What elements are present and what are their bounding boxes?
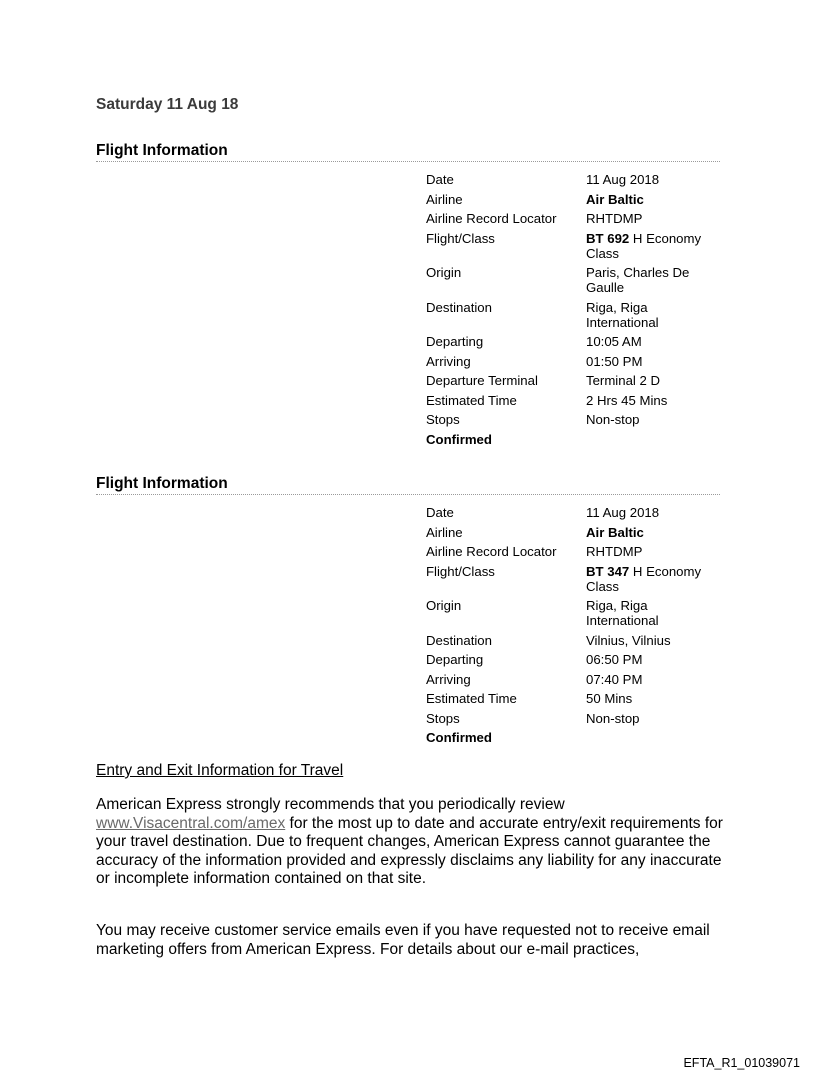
locator-value: RHTDMP [586, 211, 643, 226]
detail-row-departing [426, 334, 720, 349]
flight-class: H Economy Class [586, 563, 702, 594]
stops-value: Non-stop [586, 412, 640, 427]
detail-row-airline [426, 192, 720, 207]
airline-value: Air Baltic [586, 524, 644, 540]
detail-row-terminal [426, 373, 720, 388]
date-value: 11 Aug 2018 [586, 505, 660, 520]
day-heading: Saturday 11 Aug 18 [96, 96, 239, 113]
departing-value: 10:05 AM [586, 334, 642, 349]
paragraph-text-after-link: for the most up to date and accurate entry/exit requirements for your travel destination. Due to frequent changes, American Express cannot guarantee the accuracy of the information provided and expressly disclaims any liability for any inaccurate or incomplete information contained on that site. [96, 814, 723, 887]
visacentral-link[interactable]: www.Visacentral.com/amex [96, 814, 286, 832]
detail-row-locator [426, 211, 720, 226]
flight-section-1 [96, 142, 720, 447]
flight-section-2 [96, 475, 720, 745]
booking-status: Confirmed [426, 730, 492, 745]
flight-class-label: Flight/Class [426, 230, 495, 246]
airline-label: Airline [426, 524, 463, 540]
flight-number: BT 347 [586, 563, 630, 579]
departing-label: Departing [426, 652, 484, 667]
detail-row-date [426, 172, 720, 187]
detail-row-departing [426, 652, 720, 667]
detail-row-estimated [426, 393, 720, 408]
stops-label: Stops [426, 412, 460, 427]
origin-value: Paris, Charles De Gaulle [586, 265, 690, 295]
detail-row-stops [426, 412, 720, 427]
entry-exit-title: Entry and Exit Information for Travel [96, 762, 344, 779]
document-id: EFTA_R1_01039071 [683, 1056, 800, 1070]
flight-class-value [586, 564, 711, 594]
airline-label: Airline [426, 191, 463, 207]
booking-status: Confirmed [426, 431, 492, 447]
detail-row-origin [426, 265, 720, 295]
detail-row-airline [426, 525, 720, 540]
detail-row-destination [426, 300, 720, 330]
date-label: Date [426, 505, 454, 520]
destination-value: Vilnius, Vilnius [586, 632, 671, 648]
flight-class-value [586, 231, 711, 261]
date-value: 11 Aug 2018 [586, 172, 660, 187]
paragraph-text-before-link: American Express strongly recommends that you periodically review [96, 796, 565, 813]
detail-row-flight-class [426, 564, 720, 594]
detail-row-arriving [426, 354, 720, 369]
origin-value: Riga, Riga International [586, 598, 659, 628]
destination-label: Destination [426, 632, 492, 648]
locator-value: RHTDMP [586, 544, 643, 559]
email-practices-paragraph: You may receive customer service emails even if you have requested not to receive email marketing offers from American Express. For details about our e-mail practices, [96, 922, 710, 958]
arriving-label: Arriving [426, 353, 471, 369]
section-title: Flight Information [96, 475, 720, 495]
estimated-value: 2 Hrs 45 Mins [586, 392, 668, 408]
date-label: Date [426, 172, 454, 187]
departing-label: Departing [426, 334, 484, 349]
terminal-label: Departure Terminal [426, 373, 538, 388]
flight-class-label: Flight/Class [426, 563, 495, 579]
departing-value: 06:50 PM [586, 652, 643, 667]
airline-value: Air Baltic [586, 191, 644, 207]
destination-value: Riga, Riga International [586, 299, 659, 330]
flight-class: H Economy Class [586, 230, 702, 261]
arriving-label: Arriving [426, 671, 471, 687]
estimated-label: Estimated Time [426, 392, 517, 408]
entry-exit-paragraph [96, 796, 736, 889]
flight-details [426, 172, 720, 447]
stops-value: Non-stop [586, 710, 640, 726]
origin-label: Origin [426, 265, 462, 280]
detail-row-stops [426, 711, 720, 726]
detail-row-locator [426, 544, 720, 559]
destination-label: Destination [426, 299, 492, 315]
terminal-value: Terminal 2 D [586, 373, 661, 388]
origin-label: Origin [426, 598, 462, 613]
detail-row-date [426, 505, 720, 520]
locator-label: Airline Record Locator [426, 211, 557, 226]
section-title: Flight Information [96, 142, 720, 162]
detail-row-arriving [426, 672, 720, 687]
locator-label: Airline Record Locator [426, 544, 557, 559]
detail-row-destination [426, 633, 720, 648]
estimated-value: 50 Mins [586, 691, 633, 706]
estimated-label: Estimated Time [426, 691, 517, 706]
flight-number: BT 692 [586, 230, 630, 246]
stops-label: Stops [426, 710, 460, 726]
detail-row-estimated [426, 691, 720, 706]
detail-row-flight-class [426, 231, 720, 261]
arriving-value: 01:50 PM [586, 353, 643, 369]
arriving-value: 07:40 PM [586, 671, 643, 687]
detail-row-origin [426, 598, 720, 628]
flight-details [426, 505, 720, 745]
